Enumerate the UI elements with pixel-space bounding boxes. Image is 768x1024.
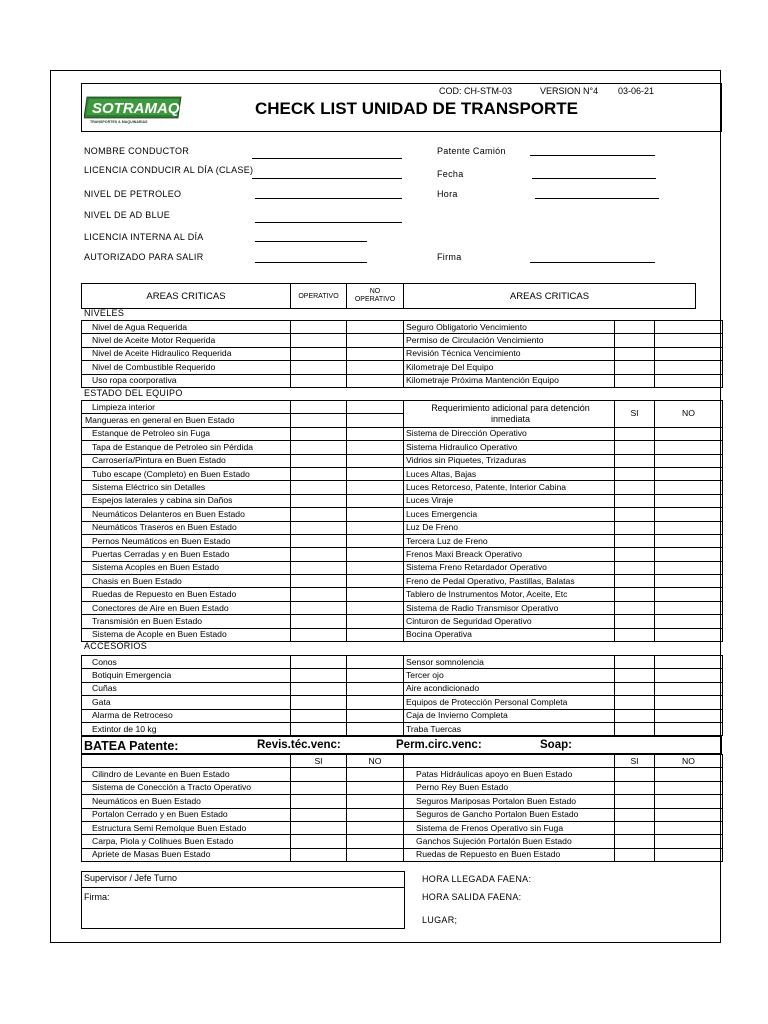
check-cell[interactable] [291,321,347,334]
check-cell[interactable] [291,795,347,808]
row-label-left: Portalon Cerrado y en Buen Estado [82,808,291,821]
row-label-right: Bocina Operativa [404,628,615,641]
batea-patente-label: BATEA Patente: [84,739,179,753]
estado-left-1: Mangueras en general en Buen Estado [82,414,291,427]
batea-head-blank [82,755,291,768]
check-cell[interactable] [655,808,723,821]
row-label-right: Tercer ojo [404,669,615,682]
row-label-left: Nivel de Agua Requerida [82,321,291,334]
check-cell[interactable] [655,548,723,561]
check-cell[interactable] [291,427,347,440]
row-label-right: Luces Viraje [404,494,615,507]
field-label-autorizado: AUTORIZADO PARA SALIR [84,252,204,262]
check-cell[interactable] [655,334,723,347]
batea-head-no-right: NO [655,755,723,768]
row-label-right: Vidrios sin Piquetes, Trizaduras [404,454,615,467]
field-autorizado-line[interactable] [255,262,367,263]
check-cell[interactable] [291,521,347,534]
field-hora-line[interactable] [535,198,659,199]
field-licencia-interna-line[interactable] [255,241,367,242]
check-cell[interactable] [655,601,723,614]
field-petroleo-line[interactable] [255,198,402,199]
check-cell[interactable] [655,427,723,440]
check-cell[interactable] [347,374,404,387]
check-cell[interactable] [347,709,404,722]
check-cell[interactable] [655,835,723,848]
field-label-licencia: LICENCIA CONDUCIR AL DÍA (CLASE) [84,165,254,175]
check-cell[interactable] [291,561,347,574]
check-cell[interactable] [291,508,347,521]
check-cell[interactable] [291,669,347,682]
batea-soap-label: Soap: [540,739,572,751]
check-cell[interactable] [615,427,655,440]
row-label-left: Cilindro de Levante en Buen Estado [82,768,291,781]
check-cell[interactable] [615,494,655,507]
form-code: COD: CH-STM-03 [439,86,513,96]
check-cell[interactable] [347,561,404,574]
check-cell[interactable] [655,467,723,480]
row-label-right: Equipos de Protección Personal Completa [404,696,615,709]
check-cell[interactable] [291,347,347,360]
check-cell[interactable] [291,361,347,374]
check-cell[interactable] [655,709,723,722]
check-cell[interactable] [615,534,655,547]
check-cell[interactable] [347,808,404,821]
row-label-left: Nivel de Aceite Hidraulico Requerida [82,347,291,360]
row-label-right: Tercera Luz de Freno [404,534,615,547]
check-cell[interactable] [291,454,347,467]
row-label-right: Sistema de Radio Transmisor Operativo [404,601,615,614]
requerimiento-line1: Requerimiento adicional para detención [431,402,590,413]
row-label-right: Seguros de Gancho Portalon Buen Estado [404,808,615,821]
check-cell[interactable] [347,768,404,781]
check-cell[interactable] [347,682,404,695]
niveles-table [81,320,723,388]
row-label-right: Freno de Pedal Operativo, Pastillas, Balatas [404,575,615,588]
row-label-right: Sistema Hidraulico Operativo [404,441,615,454]
check-cell[interactable] [615,334,655,347]
logo-text-sotra: SOTRAMAQ [92,100,180,117]
check-cell[interactable] [347,669,404,682]
check-cell[interactable] [615,347,655,360]
batea-table [81,754,723,862]
field-nombre-line[interactable] [252,158,402,159]
row-label-left: Sistema Acoples en Buen Estado [82,561,291,574]
check-cell[interactable] [615,575,655,588]
check-cell[interactable] [347,481,404,494]
check-cell[interactable] [347,454,404,467]
field-licencia-line[interactable] [252,178,402,179]
check-cell[interactable] [615,628,655,641]
check-cell[interactable] [615,669,655,682]
field-label-fecha: Fecha [437,169,464,179]
check-cell[interactable] [291,848,347,861]
check-cell[interactable] [615,561,655,574]
check-cell[interactable] [655,561,723,574]
check-cell[interactable] [347,848,404,861]
row-label-left: Nivel de Aceite Motor Requerida [82,334,291,347]
check-cell[interactable] [615,521,655,534]
row-label-left: Neumáticos Delanteros en Buen Estado [82,508,291,521]
check-cell[interactable] [291,768,347,781]
row-label-right: Traba Tuercas [404,722,615,735]
check-cell[interactable] [615,454,655,467]
check-cell[interactable] [655,682,723,695]
row-label-left: Gata [82,696,291,709]
row-label-left: Neumáticos Traseros en Buen Estado [82,521,291,534]
check-cell[interactable] [615,722,655,735]
check-cell[interactable] [615,481,655,494]
check-cell[interactable] [655,781,723,794]
check-cell[interactable] [291,696,347,709]
check-cell[interactable] [655,768,723,781]
check-cell[interactable] [615,615,655,628]
form-version: VERSION N°4 [540,86,599,96]
row-label-right: Kilometraje Del Equipo [404,361,615,374]
check-cell[interactable] [655,508,723,521]
row-label-left: Tapa de Estanque de Petroleo sin Pérdida [82,441,291,454]
row-label-right: Tablero de Instrumentos Motor, Aceite, Etc [404,588,615,601]
check-cell[interactable] [615,656,655,669]
check-cell[interactable] [347,441,404,454]
check-cell[interactable] [655,656,723,669]
check-cell[interactable] [615,467,655,480]
check-cell[interactable] [615,321,655,334]
check-cell[interactable] [347,494,404,507]
check-cell[interactable] [291,722,347,735]
check-cell[interactable] [291,548,347,561]
supervisor-firma-label: Firma: [84,892,110,902]
check-cell[interactable] [615,696,655,709]
page-title: CHECK LIST UNIDAD DE TRANSPORTE [255,99,579,118]
check-cell[interactable] [291,575,347,588]
check-cell[interactable] [347,781,404,794]
row-label-left: Chasis en Buen Estado [82,575,291,588]
check-cell[interactable] [347,508,404,521]
check-cell[interactable] [291,467,347,480]
check-cell[interactable] [347,615,404,628]
accesorios-table [81,655,723,736]
check-cell[interactable] [347,588,404,601]
check-cell[interactable] [655,361,723,374]
row-label-right: Ruedas de Repuesto en Buen Estado [404,848,615,861]
row-label-left: Sistema Eléctrico sin Detalles [82,481,291,494]
row-label-left: Estructura Semi Remolque Buen Estado [82,821,291,834]
row-label-left: Estanque de Petroleo sin Fuga [82,427,291,440]
row-label-right: Sistema Freno Retardador Operativo [404,561,615,574]
check-cell[interactable] [615,682,655,695]
row-label-left: Neumáticos en Buen Estado [82,795,291,808]
row-label-right: Luz De Freno [404,521,615,534]
check-cell[interactable] [291,588,347,601]
check-cell[interactable] [655,821,723,834]
row-label-right: Sistema de Frenos Operativo sin Fuga [404,821,615,834]
supervisor-label: Supervisor / Jefe Turno [84,873,178,883]
row-label-left: Puertas Cerradas y en Buen Estado [82,548,291,561]
check-cell[interactable] [655,494,723,507]
sotramaq-logo-icon [84,94,184,124]
check-cell[interactable] [291,835,347,848]
row-label-right: Luces Retorceso, Patente, Interior Cabina [404,481,615,494]
row-label-left: Carrosería/Pintura en Buen Estado [82,454,291,467]
check-cell[interactable] [655,795,723,808]
row-label-left: Ruedas de Repuesto en Buen Estado [82,588,291,601]
check-cell[interactable] [291,821,347,834]
requerimiento-line2: inmediata [490,413,531,424]
check-cell[interactable] [291,334,347,347]
row-label-left: Espejos laterales y cabina sin Daños [82,494,291,507]
batea-head-si: SI [291,755,347,768]
lugar-label: LUGAR; [422,915,458,925]
col-header-operativo: OPERATIVO [291,284,347,309]
check-cell[interactable] [347,656,404,669]
check-cell[interactable] [291,441,347,454]
row-label-right: Luces Emergencia [404,508,615,521]
row-label-left: Apriete de Masas Buen Estado [82,848,291,861]
check-cell[interactable] [655,441,723,454]
check-cell[interactable] [347,534,404,547]
row-label-left: Conectores de Aire en Buen Estado [82,601,291,614]
areas-header-table [81,283,696,309]
check-cell[interactable] [615,848,655,861]
row-label-left: Sistema de Acople en Buen Estado [82,628,291,641]
section-niveles: NIVELES [84,308,125,318]
row-label-left: Conos [82,656,291,669]
row-label-right: Sistema de Dirección Operativo [404,427,615,440]
check-cell[interactable] [347,334,404,347]
batea-head-si-right: SI [615,755,655,768]
check-cell[interactable] [347,601,404,614]
logo-tagline: TRANSPORTES & MAQUINARIAS [90,120,148,124]
check-cell[interactable] [347,427,404,440]
check-cell[interactable] [291,682,347,695]
check-cell[interactable] [347,361,404,374]
check-cell[interactable] [291,601,347,614]
row-label-right: Ganchos Sujeción Portalón Buen Estado [404,835,615,848]
field-label-adblue: NIVEL DE AD BLUE [84,210,170,220]
hora-llegada-label: HORA LLEGADA FAENA: [422,874,532,884]
col-header-operativo-2: OPERATIVO [354,296,396,303]
check-cell[interactable] [347,575,404,588]
check-cell[interactable] [655,454,723,467]
check-cell[interactable] [347,835,404,848]
row-label-left: Tubo escape (Completo) en Buen Estado [82,467,291,480]
supervisor-divider [81,887,405,888]
check-cell[interactable] [347,548,404,561]
check-cell[interactable] [347,696,404,709]
row-label-right: Cinturon de Seguridad Operativo [404,615,615,628]
row-label-right: Perno Rey Buen Estado [404,781,615,794]
field-label-patente: Patente Camión [437,146,506,156]
check-cell[interactable] [615,588,655,601]
row-label-left: Alarma de Retroceso [82,709,291,722]
row-label-right: Luces Altas, Bajas [404,467,615,480]
row-label-right: Seguro Obligatorio Vencimiento [404,321,615,334]
field-label-nombre: NOMBRE CONDUCTOR [84,146,190,156]
row-label-right: Patas Hidráulicas apoyo en Buen Estado [404,768,615,781]
check-cell[interactable] [347,321,404,334]
check-cell[interactable] [291,481,347,494]
requerimiento-header [404,401,615,428]
field-label-firma: Firma [437,252,462,262]
check-cell[interactable] [655,615,723,628]
section-estado: ESTADO DEL EQUIPO [84,388,183,398]
batea-head-blank-right [404,755,615,768]
col-header-no: NO [655,401,723,428]
row-label-right: Permiso de Circulación Vencimiento [404,334,615,347]
check-cell[interactable] [615,795,655,808]
check-cell[interactable] [291,414,347,427]
field-label-hora: Hora [437,189,458,199]
check-cell[interactable] [655,534,723,547]
batea-perm-label: Perm.circ.venc: [396,739,482,751]
form-date: 03-06-21 [618,86,655,96]
row-label-left: Nivel de Combustible Requerido [82,361,291,374]
hora-salida-label: HORA SALIDA FAENA: [422,892,522,902]
field-label-licencia-interna: LICENCIA INTERNA AL DÍA [84,232,204,242]
check-cell[interactable] [615,601,655,614]
check-cell[interactable] [615,508,655,521]
check-cell[interactable] [291,534,347,547]
batea-head-no: NO [347,755,404,768]
row-label-right: Aire acondicionado [404,682,615,695]
check-cell[interactable] [291,709,347,722]
col-header-areas-right: AREAS CRITICAS [404,284,696,309]
field-patente-line[interactable] [530,155,655,156]
check-cell[interactable] [347,347,404,360]
field-firma-line[interactable] [530,262,655,263]
check-cell[interactable] [615,808,655,821]
check-cell[interactable] [615,374,655,387]
row-label-right: Seguros Mariposas Portalon Buen Estado [404,795,615,808]
col-header-no-operativo [347,284,404,309]
row-label-right: Frenos Maxi Breack Operativo [404,548,615,561]
check-cell[interactable] [291,494,347,507]
check-cell[interactable] [347,401,404,414]
check-cell[interactable] [347,795,404,808]
check-cell[interactable] [291,781,347,794]
check-cell[interactable] [291,615,347,628]
check-cell[interactable] [655,722,723,735]
row-label-right: Revisión Técnica Vencimiento [404,347,615,360]
check-cell[interactable] [615,821,655,834]
field-adblue-line[interactable] [255,222,402,223]
check-cell[interactable] [655,374,723,387]
row-label-right: Sensor somnolencia [404,656,615,669]
row-label-right: Kilometraje Próxima Mantención Equipo [404,374,615,387]
row-label-left: Cuñas [82,682,291,695]
check-cell[interactable] [655,347,723,360]
check-cell[interactable] [615,781,655,794]
col-header-si: SI [615,401,655,428]
estado-left-0: Limpieza interior [82,401,291,414]
row-label-left: Uso ropa coorporativa [82,374,291,387]
row-label-left: Sistema de Conección a Tracto Operativo [82,781,291,794]
check-cell[interactable] [347,722,404,735]
check-cell[interactable] [615,548,655,561]
check-cell[interactable] [291,656,347,669]
check-cell[interactable] [615,768,655,781]
check-cell[interactable] [347,467,404,480]
check-cell[interactable] [615,441,655,454]
check-cell[interactable] [615,835,655,848]
check-cell[interactable] [347,521,404,534]
check-cell[interactable] [347,821,404,834]
row-label-left: Botiquin Emergencia [82,669,291,682]
field-fecha-line[interactable] [532,178,656,179]
row-label-left: Extintor de 10 kg [82,722,291,735]
check-cell[interactable] [655,669,723,682]
col-header-areas: AREAS CRITICAS [82,284,291,309]
check-cell[interactable] [291,628,347,641]
check-cell[interactable] [655,481,723,494]
check-cell[interactable] [291,374,347,387]
check-cell[interactable] [655,628,723,641]
check-cell[interactable] [655,848,723,861]
estado-table [81,400,723,642]
col-header-no: NO [369,288,381,295]
row-label-left: Transmisión en Buen Estado [82,615,291,628]
batea-revis-label: Revis.téc.venc: [257,739,341,751]
row-label-left: Carpa, Piola y Colihues Buen Estado [82,835,291,848]
check-cell[interactable] [291,808,347,821]
row-label-right: Caja de Invierno Completa [404,709,615,722]
row-label-left: Pernos Neumáticos en Buen Estado [82,534,291,547]
check-cell[interactable] [655,696,723,709]
check-cell[interactable] [615,709,655,722]
check-cell[interactable] [347,414,404,427]
check-cell[interactable] [291,401,347,414]
check-cell[interactable] [615,361,655,374]
check-cell[interactable] [655,588,723,601]
field-label-petroleo: NIVEL DE PETROLEO [84,189,182,199]
check-cell[interactable] [655,575,723,588]
check-cell[interactable] [655,321,723,334]
section-accesorios: ACCESORIOS [84,641,148,651]
check-cell[interactable] [655,521,723,534]
check-cell[interactable] [347,628,404,641]
